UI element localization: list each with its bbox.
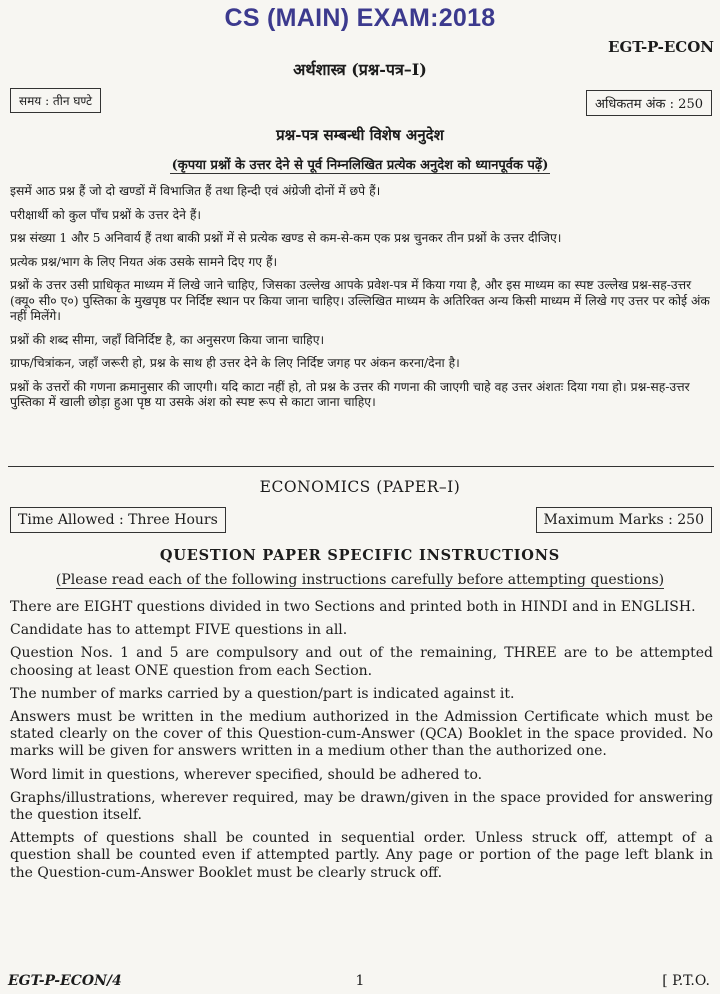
- english-subject-title: ECONOMICS (PAPER–I): [259, 478, 461, 496]
- hindi-instruction: प्रश्नों के उत्तर उसी प्राधिकृत माध्यम में लिखे जाने चाहिए, जिसका उल्लेख आपके प्रवेश-पत्र में किया गया है, और इस माध्यम का स्पष्ट उल्लेख प्रश्न-सह-उत्तर (क्यू० सी० ए०) पुस्तिका के मुखपृष्ठ पर निर्दिष्ट स्थान पर किया जाना चाहिए। उल्लिखित माध्यम के अतिरिक्त अन्य किसी माध्यम में लिखे गए उत्तर पर कोई अंक नहीं मिलेंगे।: [10, 278, 710, 323]
- section-divider: [8, 466, 714, 467]
- hindi-instruction: परीक्षार्थी को कुल पाँच प्रश्नों के उत्तर देने हैं।: [10, 207, 202, 222]
- english-max-marks: Maximum Marks : 250: [536, 507, 712, 533]
- english-instruction: Word limit in questions, wherever specified, should be adhered to.: [10, 766, 483, 783]
- footer-paper-code: EGT-P-ECON/4: [8, 973, 122, 989]
- english-instruction: There are EIGHT questions divided in two Sections and printed both in HINDI and in ENGLISH.: [10, 599, 696, 615]
- hindi-instruction: प्रत्येक प्रश्न/भाग के लिए नियत अंक उसके सामने दिए गए हैं।: [10, 254, 278, 269]
- hindi-instruction: प्रश्नों के उत्तरों की गणना क्रमानुसार की जाएगी। यदि काटा नहीं हो, तो प्रश्न के उत्तर की गणना की जाएगी चाहे वह उत्तर अंशतः दिया गया हो। प्रश्न-सह-उत्तर पुस्तिका में खाली छोड़ा हुआ पृष्ठ या उसके अंश को स्पष्ट रूप से काटा जाना चाहिए।: [10, 379, 690, 409]
- hindi-instruction: ग्राफ/चित्रांकन, जहाँ जरूरी हो, प्रश्न के साथ ही उत्तर देने के लिए निर्दिष्ट जगह पर अंकन करना/देना है।: [10, 356, 460, 370]
- english-instructions-list: [10, 599, 713, 888]
- page-number: 1: [355, 973, 365, 989]
- hindi-subject-title: अर्थशास्त्र (प्रश्न-पत्र–I): [293, 60, 427, 79]
- english-instruction: Attempts of questions shall be counted in sequential order. Unless struck off, attempt of a question shall be counted even if attempted partly. Any page or portion of the page left blank in the Question-cum-Answer Booklet must be clearly struck off.: [10, 830, 713, 881]
- english-instructions-note: [0, 572, 720, 588]
- hindi-instructions-note: [0, 155, 720, 173]
- hindi-time-allowed: समय : तीन घण्टे: [10, 88, 101, 113]
- paper-code: EGT-P-ECON: [608, 38, 714, 56]
- english-note-text: (Please read each of the following instructions carefully before attempting questions): [55, 572, 665, 588]
- english-instruction: Question Nos. 1 and 5 are compulsory and out of the remaining, THREE are to be attempted choosing at least ONE question from each Section.: [10, 645, 713, 679]
- english-instruction: Graphs/illustrations, wherever required, may be drawn/given in the space provided for answering the question itself.: [10, 789, 713, 824]
- hindi-max-marks: अधिकतम अंक : 250: [586, 90, 712, 116]
- english-instruction: Candidate has to attempt FIVE questions in all.: [10, 622, 348, 639]
- hindi-instruction: इसमें आठ प्रश्न हैं जो दो खण्डों में विभाजित हैं तथा हिन्दी एवं अंग्रेजी दोनों में छपे हैं।: [10, 184, 381, 198]
- hindi-instructions-heading: प्रश्न-पत्र सम्बन्धी विशेष अनुदेश: [276, 126, 444, 144]
- english-instruction: The number of marks carried by a question/part is indicated against it.: [10, 685, 515, 702]
- hindi-note-text: (कृपया प्रश्नों के उत्तर देने से पूर्व निम्नलिखित प्रत्येक अनुदेश को ध्यानपूर्वक पढ़ें): [171, 158, 549, 173]
- english-instructions-heading: QUESTION PAPER SPECIFIC INSTRUCTIONS: [159, 547, 561, 564]
- english-instruction: Answers must be written in the medium authorized in the Admission Certificate which must be stated clearly on the cover of this Question-cum-Answer (QCA) Booklet in the space provided. No marks will be given for answers written in a medium other than the authorized one.: [10, 709, 713, 760]
- hindi-instruction: प्रश्न संख्या 1 और 5 अनिवार्य हैं तथा बाकी प्रश्नों में से प्रत्येक खण्ड से कम-से-कम एक प्रश्न चुनकर तीन प्रश्नों के उत्तर दीजिए।: [10, 231, 562, 245]
- hindi-instructions-list: [10, 184, 712, 419]
- exam-title: CS (MAIN) EXAM:2018: [224, 4, 496, 32]
- pto-label: [ P.T.O.: [662, 973, 710, 989]
- hindi-instruction: प्रश्नों की शब्द सीमा, जहाँ विनिर्दिष्ट है, का अनुसरण किया जाना चाहिए।: [10, 332, 325, 347]
- english-time-allowed: Time Allowed : Three Hours: [10, 507, 226, 533]
